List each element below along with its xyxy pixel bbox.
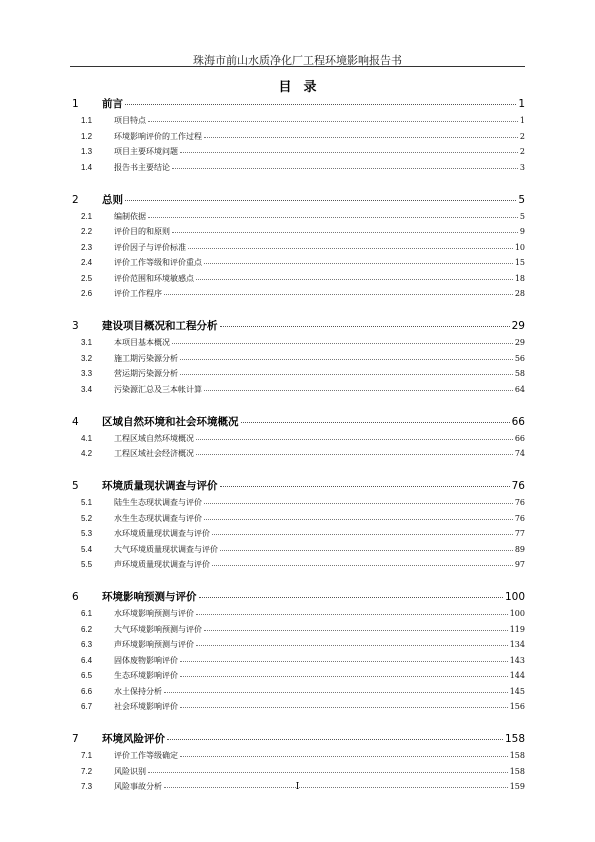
section-title: 评价因子与评价标准 bbox=[114, 242, 186, 252]
toc-chapter-row[interactable] bbox=[72, 318, 525, 333]
page-reference: 28 bbox=[514, 289, 525, 298]
page-reference: 2 bbox=[519, 131, 525, 141]
chapter-number: 4 bbox=[72, 415, 79, 428]
page-reference: 156 bbox=[509, 702, 525, 711]
section-number: 5.2 bbox=[81, 513, 93, 523]
chapter-title: 环境质量现状调查与评价 bbox=[102, 480, 218, 492]
page-reference: 29 bbox=[514, 338, 525, 347]
section-number: 2.3 bbox=[81, 242, 93, 252]
page-reference: 58 bbox=[514, 369, 525, 378]
section-title: 施工期污染源分析 bbox=[114, 353, 178, 363]
section-number: 4.1 bbox=[81, 433, 93, 443]
section-number: 5.1 bbox=[81, 498, 93, 507]
dot-leader bbox=[204, 503, 513, 504]
page-reference: 29 bbox=[511, 320, 525, 332]
dot-leader bbox=[196, 279, 513, 280]
toc-section-row[interactable] bbox=[72, 257, 525, 268]
section-title: 工程区域社会经济概况 bbox=[114, 449, 194, 458]
section-number: 1.1 bbox=[81, 116, 93, 125]
chapter-title: 建设项目概况和工程分析 bbox=[102, 320, 218, 332]
chapter-title: 总则 bbox=[102, 193, 123, 206]
section-title: 水土保持分析 bbox=[114, 686, 162, 696]
dot-leader bbox=[220, 550, 513, 551]
dot-leader bbox=[148, 772, 508, 773]
toc-section-row[interactable] bbox=[72, 368, 525, 379]
dot-leader bbox=[148, 217, 518, 218]
toc-section-row[interactable] bbox=[72, 337, 525, 348]
section-title: 项目特点 bbox=[114, 116, 146, 125]
section-title: 编制依据 bbox=[114, 211, 146, 221]
section-number: 3.4 bbox=[81, 384, 93, 394]
dot-leader bbox=[204, 630, 508, 631]
section-number: 6.6 bbox=[81, 686, 93, 696]
section-title: 环境影响评价的工作过程 bbox=[114, 131, 202, 141]
section-title: 固体废物影响评价 bbox=[114, 655, 178, 665]
page-reference: 159 bbox=[509, 782, 525, 791]
section-number: 6.7 bbox=[81, 702, 93, 711]
dot-leader bbox=[204, 137, 518, 138]
toc-section-row[interactable] bbox=[72, 162, 525, 173]
toc-section-row[interactable] bbox=[72, 528, 525, 539]
dot-leader bbox=[188, 248, 513, 249]
section-title: 评价范围和环境敏感点 bbox=[114, 273, 194, 283]
dot-leader bbox=[212, 534, 513, 535]
dot-leader bbox=[148, 121, 518, 122]
page-reference: 66 bbox=[511, 415, 525, 428]
toc-section-row[interactable] bbox=[72, 433, 525, 444]
toc-section-row[interactable] bbox=[72, 448, 525, 459]
page-reference: 144 bbox=[509, 671, 525, 680]
section-number: 1.2 bbox=[81, 131, 93, 141]
page-title: 目录 bbox=[278, 80, 329, 95]
page-reference: 10 bbox=[514, 242, 525, 252]
section-title: 水环境质量现状调查与评价 bbox=[114, 529, 210, 538]
section-number: 6.4 bbox=[81, 655, 93, 665]
dot-leader bbox=[180, 374, 513, 375]
toc-section-row[interactable] bbox=[72, 497, 525, 508]
section-number: 5.5 bbox=[81, 560, 93, 569]
dot-leader bbox=[180, 359, 513, 360]
section-title: 声环境质量现状调查与评价 bbox=[114, 560, 210, 569]
section-number: 2.1 bbox=[81, 211, 93, 221]
section-title: 风险识别 bbox=[114, 766, 146, 776]
section-title: 评价工作等级和评价重点 bbox=[114, 258, 202, 267]
toc-section-row[interactable] bbox=[72, 242, 525, 253]
dot-leader bbox=[180, 756, 508, 757]
page-reference: 56 bbox=[514, 353, 525, 363]
page-reference: 100 bbox=[504, 591, 525, 603]
section-title: 大气环境质量现状调查与评价 bbox=[114, 544, 218, 554]
section-number: 6.2 bbox=[81, 624, 93, 634]
dot-leader bbox=[180, 676, 508, 677]
section-title: 风险事故分析 bbox=[114, 782, 162, 791]
section-title: 营运期污染源分析 bbox=[114, 369, 178, 378]
dot-leader bbox=[180, 707, 508, 708]
section-title: 本项目基本概况 bbox=[114, 338, 170, 347]
section-number: 6.1 bbox=[81, 609, 93, 618]
toc-chapter-row[interactable] bbox=[72, 192, 525, 207]
page-reference: 5 bbox=[519, 211, 525, 221]
toc-section-row[interactable] bbox=[72, 288, 525, 299]
toc-section-row[interactable] bbox=[72, 686, 525, 697]
section-title: 评价工作等级确定 bbox=[114, 751, 178, 760]
page-reference: 134 bbox=[509, 640, 525, 649]
toc-section-row[interactable] bbox=[72, 273, 525, 284]
section-title: 生态环境影响评价 bbox=[114, 671, 178, 680]
page-reference: 76 bbox=[514, 513, 525, 523]
toc-section-row[interactable] bbox=[72, 670, 525, 681]
page-reference: 145 bbox=[509, 686, 525, 696]
toc-section-row[interactable] bbox=[72, 146, 525, 157]
page-reference: 3 bbox=[519, 162, 525, 172]
toc-section-row[interactable] bbox=[72, 639, 525, 650]
section-number: 7.1 bbox=[81, 751, 93, 760]
section-number: 5.3 bbox=[81, 529, 93, 538]
chapter-number: 2 bbox=[72, 193, 79, 206]
page-reference: 119 bbox=[509, 624, 525, 634]
dot-leader bbox=[212, 565, 513, 566]
section-title: 报告书主要结论 bbox=[114, 162, 170, 172]
toc-section-row[interactable] bbox=[72, 211, 525, 222]
page-reference: 18 bbox=[514, 273, 525, 283]
page-reference: 76 bbox=[514, 498, 525, 507]
section-title: 水环境影响预测与评价 bbox=[114, 609, 194, 618]
section-number: 1.3 bbox=[81, 147, 93, 156]
dot-leader bbox=[180, 661, 508, 662]
page-reference: 77 bbox=[514, 529, 525, 538]
dot-leader bbox=[220, 486, 510, 487]
section-number: 7.3 bbox=[81, 782, 93, 791]
section-number: 7.2 bbox=[81, 766, 93, 776]
chapter-title: 环境风险评价 bbox=[102, 733, 165, 745]
toc-chapter-row[interactable] bbox=[72, 414, 525, 429]
toc-section-row[interactable] bbox=[72, 226, 525, 237]
toc-section-row[interactable] bbox=[72, 608, 525, 619]
dot-leader bbox=[204, 519, 513, 520]
section-title: 评价目的和原则 bbox=[114, 227, 170, 236]
chapter-title: 前言 bbox=[102, 98, 123, 110]
toc-section-row[interactable] bbox=[72, 544, 525, 555]
toc-chapter-row[interactable] bbox=[72, 96, 525, 111]
section-number: 6.3 bbox=[81, 640, 93, 649]
section-title: 声环境影响预测与评价 bbox=[114, 640, 194, 649]
chapter-number: 7 bbox=[72, 733, 79, 745]
section-number: 3.1 bbox=[81, 338, 93, 347]
section-number: 3.2 bbox=[81, 353, 93, 363]
dot-leader bbox=[204, 390, 513, 391]
section-number: 5.4 bbox=[81, 544, 93, 554]
toc-section-row[interactable] bbox=[72, 559, 525, 570]
chapter-title: 环境影响预测与评价 bbox=[102, 591, 197, 603]
section-title: 陆生生态现状调查与评价 bbox=[114, 498, 202, 507]
page-reference: 158 bbox=[509, 751, 525, 760]
chapter-number: 6 bbox=[72, 591, 79, 603]
page-reference: 158 bbox=[509, 766, 525, 776]
section-title: 水生生态现状调查与评价 bbox=[114, 513, 202, 523]
section-title: 项目主要环境问题 bbox=[114, 147, 178, 156]
dot-leader bbox=[172, 168, 518, 169]
page-reference: 74 bbox=[514, 449, 525, 458]
dot-leader bbox=[196, 439, 513, 440]
section-title: 评价工作程序 bbox=[114, 289, 162, 298]
section-title: 工程区域自然环境概况 bbox=[114, 433, 194, 443]
section-number: 2.4 bbox=[81, 258, 93, 267]
chapter-number: 5 bbox=[72, 480, 79, 492]
section-title: 污染源汇总及三本帐计算 bbox=[114, 384, 202, 394]
toc-section-row[interactable] bbox=[72, 115, 525, 126]
section-title: 大气环境影响预测与评价 bbox=[114, 624, 202, 634]
toc-section-row[interactable] bbox=[72, 655, 525, 666]
section-number: 2.5 bbox=[81, 273, 93, 283]
page-reference: 158 bbox=[504, 733, 525, 745]
toc-chapter-row[interactable] bbox=[72, 589, 525, 604]
page-reference: 89 bbox=[514, 544, 525, 554]
dot-leader bbox=[125, 104, 516, 105]
section-number: 3.3 bbox=[81, 369, 93, 378]
chapter-number: 1 bbox=[72, 98, 79, 110]
page-reference: 143 bbox=[509, 655, 525, 665]
dot-leader bbox=[167, 739, 503, 740]
dot-leader bbox=[172, 343, 513, 344]
page-reference: 64 bbox=[514, 384, 525, 394]
running-header: 珠海市前山水质净化厂工程环境影响报告书 bbox=[193, 54, 402, 67]
section-number: 2.2 bbox=[81, 227, 93, 236]
chapter-title: 区域自然环境和社会环境概况 bbox=[102, 415, 239, 428]
section-number: 4.2 bbox=[81, 449, 93, 458]
page-reference: 2 bbox=[519, 147, 525, 156]
toc-section-row[interactable] bbox=[72, 766, 525, 777]
toc-section-row[interactable] bbox=[72, 353, 525, 364]
dot-leader bbox=[125, 200, 516, 201]
dot-leader bbox=[196, 454, 513, 455]
toc-section-row[interactable] bbox=[72, 624, 525, 635]
page-reference: 9 bbox=[519, 227, 525, 236]
page-reference: 97 bbox=[514, 560, 525, 569]
page-reference: 15 bbox=[514, 258, 525, 267]
page-reference: 66 bbox=[514, 433, 525, 443]
dot-leader bbox=[199, 597, 503, 598]
dot-leader bbox=[204, 263, 513, 264]
dot-leader bbox=[241, 422, 510, 423]
toc-section-row[interactable] bbox=[72, 750, 525, 761]
page-reference: 5 bbox=[518, 193, 525, 206]
page-reference: 100 bbox=[509, 609, 525, 618]
section-number: 6.5 bbox=[81, 671, 93, 680]
toc-section-row[interactable] bbox=[72, 384, 525, 395]
dot-leader bbox=[164, 294, 513, 295]
chapter-number: 3 bbox=[72, 320, 79, 332]
dot-leader bbox=[164, 692, 508, 693]
toc-section-row[interactable] bbox=[72, 131, 525, 142]
section-number: 1.4 bbox=[81, 162, 93, 172]
page-reference: 1 bbox=[518, 98, 525, 110]
page-number: I bbox=[295, 782, 300, 792]
page-reference: 76 bbox=[511, 480, 525, 492]
section-number: 2.6 bbox=[81, 289, 93, 298]
toc-section-row[interactable] bbox=[72, 513, 525, 524]
dot-leader bbox=[196, 614, 508, 615]
dot-leader bbox=[196, 645, 508, 646]
section-title: 社会环境影响评价 bbox=[114, 702, 178, 711]
dot-leader bbox=[180, 152, 518, 153]
header-divider bbox=[70, 66, 525, 67]
dot-leader bbox=[172, 232, 518, 233]
toc-chapter-row[interactable] bbox=[72, 731, 525, 746]
toc-chapter-row[interactable] bbox=[72, 478, 525, 493]
toc-section-row[interactable] bbox=[72, 701, 525, 712]
page-reference: 1 bbox=[519, 116, 525, 125]
dot-leader bbox=[220, 326, 510, 327]
